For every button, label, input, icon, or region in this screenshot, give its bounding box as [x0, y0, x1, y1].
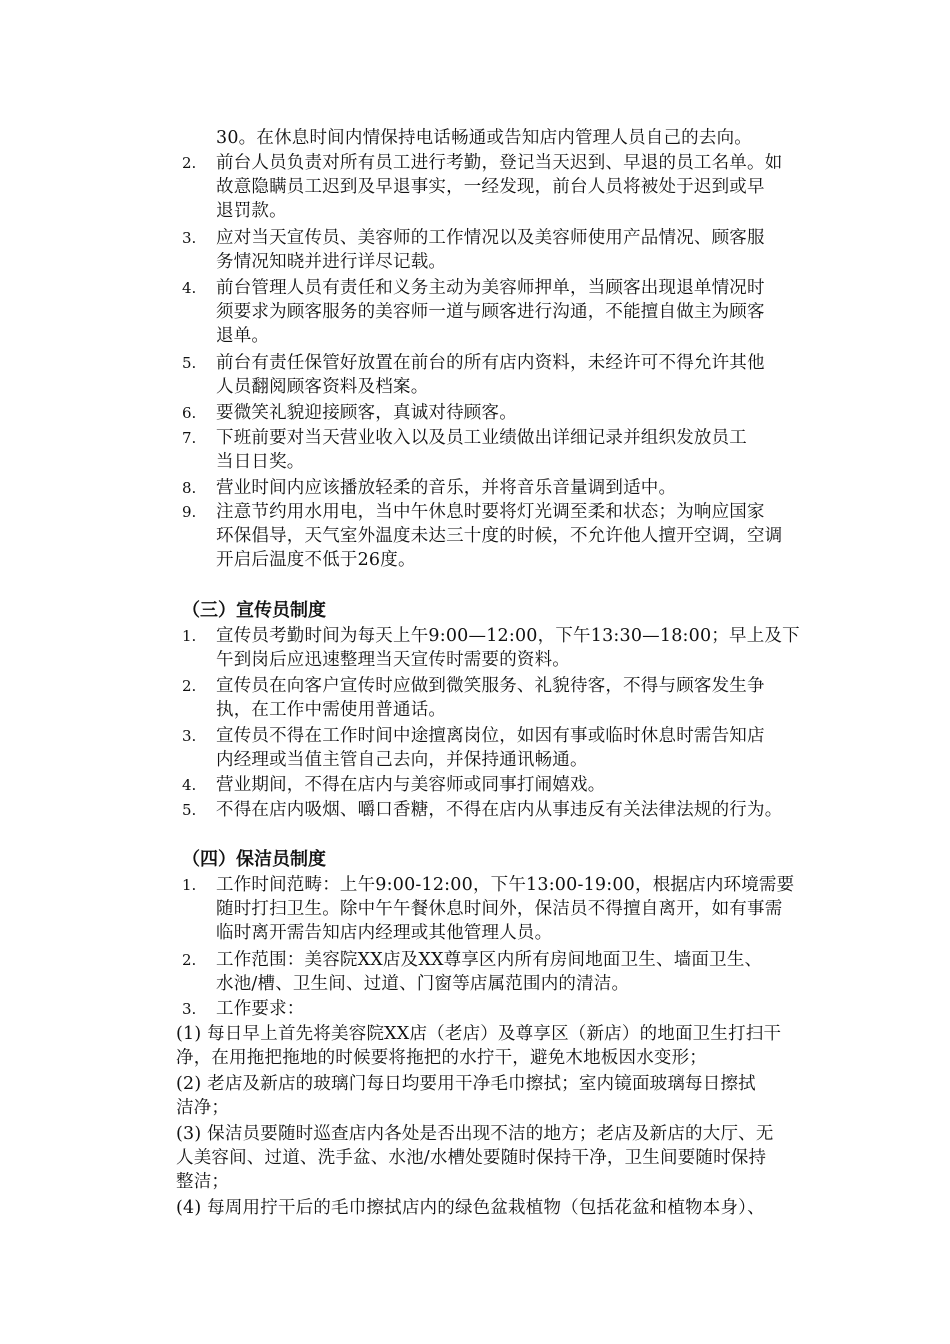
item-number: 3. — [182, 727, 197, 745]
list-item-line: 要微笑礼貌迎接顾客，真诚对待顾客。 — [216, 403, 517, 423]
sub-item-line: (2) 老店及新店的玻璃门每日均要用干净毛巾擦拭；室内镜面玻璃每日擦拭 — [176, 1074, 756, 1094]
list-item-line: 当日日奖。 — [216, 452, 305, 472]
item-number: 7. — [182, 429, 197, 447]
item-number: 9. — [182, 503, 197, 521]
list-item-line: 务情况知晓并进行详尽记载。 — [216, 252, 447, 272]
sub-item-line: 人美容间、过道、洗手盆、水池/水槽处要随时保持干净，卫生间要随时保持 — [176, 1148, 767, 1168]
list-item-line: 水池/槽、卫生间、过道、门窗等店属范围内的清洁。 — [216, 974, 630, 994]
item-number: 1. — [182, 627, 197, 645]
list-item-line: 内经理或当值主管自己去向，并保持通讯畅通。 — [216, 750, 588, 770]
list-item-line: 开启后温度不低于26度。 — [216, 550, 416, 570]
item-number: 2. — [182, 951, 197, 969]
item-number: 3. — [182, 1000, 197, 1018]
item-number: 3. — [182, 229, 197, 247]
sub-item-line: (3) 保洁员要随时巡查店内各处是否出现不洁的地方；老店及新店的大厅、无 — [176, 1124, 774, 1144]
item-number: 4. — [182, 776, 197, 794]
item-number: 5. — [182, 354, 197, 372]
list-item-line: 随时打扫卫生。除中午午餐休息时间外，保洁员不得擅自离开，如有事需 — [216, 899, 783, 919]
list-item-line: 工作要求： — [216, 999, 305, 1019]
continuation-line: 30。在休息时间内情保持电话畅通或告知店内管理人员自己的去向。 — [216, 128, 752, 148]
list-item-line: 前台人员负责对所有员工进行考勤，登记当天迟到、早退的员工名单。如 — [216, 153, 783, 173]
sub-item-line: 洁净； — [176, 1098, 230, 1118]
sub-item-line: 净，在用拖把拖地的时候要将拖把的水拧干，避免木地板因水变形； — [176, 1048, 707, 1068]
list-item-line: 宣传员不得在工作时间中途擅离岗位，如因有事或临时休息时需告知店 — [216, 726, 765, 746]
list-item-line: 宣传员在向客户宣传时应做到微笑服务、礼貌待客，不得与顾客发生争 — [216, 676, 765, 696]
list-item-line: 前台管理人员有责任和义务主动为美容师押单，当顾客出现退单情况时 — [216, 278, 765, 298]
list-item-line: 工作时间范畴：上午9:00-12:00，下午13:00-19:00，根据店内环境需要 — [216, 875, 795, 895]
list-item-line: 故意隐瞒员工迟到及早退事实，一经发现，前台人员将被处于迟到或早 — [216, 177, 765, 197]
list-item-line: 宣传员考勤时间为每天上午9:00—12:00，下午13:30—18:00；早上及下 — [216, 626, 800, 646]
item-number: 8. — [182, 479, 197, 497]
list-item-line: 应对当天宣传员、美容师的工作情况以及美容师使用产品情况、顾客服 — [216, 228, 765, 248]
list-item-line: 工作范围：美容院XX店及XX尊享区内所有房间地面卫生、墙面卫生、 — [216, 950, 763, 970]
list-item-line: 前台有责任保管好放置在前台的所有店内资料，未经许可不得允许其他 — [216, 353, 765, 373]
list-item-line: 不得在店内吸烟、嚼口香糖，不得在店内从事违反有关法律法规的行为。 — [216, 800, 783, 820]
list-item-line: 注意节约用水用电，当中午休息时要将灯光调至柔和状态；为响应国家 — [216, 502, 765, 522]
section4-heading: （四）保洁员制度 — [182, 849, 326, 870]
item-number: 5. — [182, 801, 197, 819]
sub-item-line: (1) 每日早上首先将美容院XX店（老店）及尊享区（新店）的地面卫生打扫干 — [176, 1024, 782, 1044]
list-item-line: 午到岗后应迅速整理当天宣传时需要的资料。 — [216, 650, 570, 670]
list-item-line: 临时离开需告知店内经理或其他管理人员。 — [216, 923, 553, 943]
sub-item-line: (4) 每周用拧干后的毛巾擦拭店内的绿色盆栽植物（包括花盆和植物本身）、 — [176, 1198, 765, 1218]
list-item-line: 须要求为顾客服务的美容师一道与顾客进行沟通，不能擅自做主为顾客 — [216, 302, 765, 322]
list-item-line: 人员翻阅顾客资料及档案。 — [216, 377, 429, 397]
list-item-line: 执，在工作中需使用普通话。 — [216, 700, 447, 720]
list-item-line: 营业期间，不得在店内与美容师或同事打闹嬉戏。 — [216, 775, 606, 795]
section3-heading: （三）宣传员制度 — [182, 600, 326, 621]
item-number: 1. — [182, 876, 197, 894]
item-number: 6. — [182, 404, 197, 422]
sub-item-line: 整洁； — [176, 1172, 230, 1192]
list-item-line: 退单。 — [216, 326, 270, 346]
list-item-line: 退罚款。 — [216, 201, 287, 221]
item-number: 2. — [182, 154, 197, 172]
list-item-line: 营业时间内应该播放轻柔的音乐，并将音乐音量调到适中。 — [216, 478, 677, 498]
item-number: 4. — [182, 279, 197, 297]
list-item-line: 下班前要对当天营业收入以及员工业绩做出详细记录并组织发放员工 — [216, 428, 747, 448]
item-number: 2. — [182, 677, 197, 695]
list-item-line: 环保倡导，天气室外温度未达三十度的时候，不允许他人擅开空调，空调 — [216, 526, 783, 546]
